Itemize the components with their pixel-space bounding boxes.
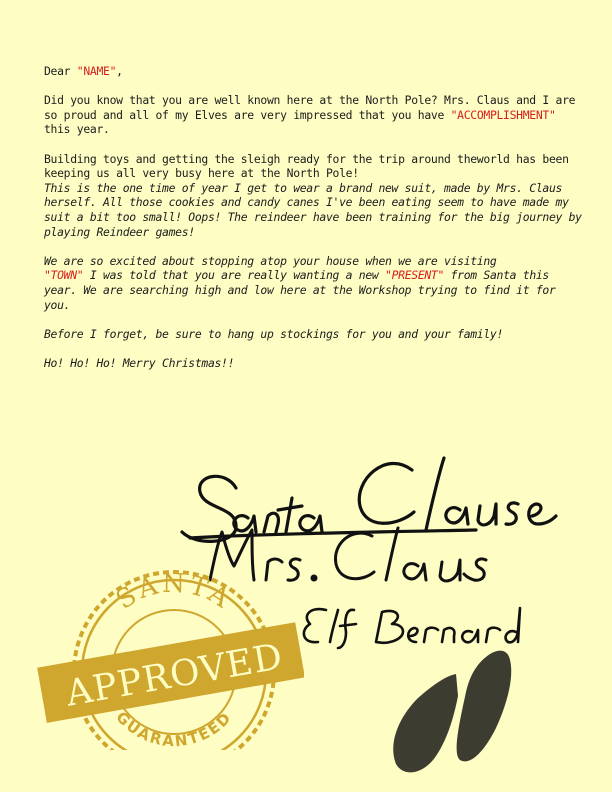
reindeer-hoof-print (378, 640, 538, 780)
approved-stamp (34, 560, 304, 750)
greeting-prefix: Dear (44, 64, 77, 78)
greeting-suffix: , (116, 64, 123, 78)
town-placeholder: "TOWN" (44, 268, 84, 283)
closing-line: Ho! Ho! Ho! Merry Christmas!! (44, 355, 235, 370)
paragraph-2-text-a: Building toys and getting the sleigh ready for the trip around theworld has been keeping us all very busy here at the North Pole! (44, 151, 569, 181)
paragraph-3-text-b: I was told that you are really wanting a new (83, 268, 386, 283)
paragraph-1 (44, 93, 584, 137)
accomplishment-placeholder: "ACCOMPLISHMENT" (450, 107, 556, 122)
paragraph-4: Before I forget, be sure to hang up stockings for you and your family! (44, 326, 504, 341)
name-placeholder: "NAME" (76, 64, 117, 78)
stamp-band-text: APPROVED (62, 636, 287, 715)
paragraph-3-text-a: We are so excited about stopping atop your house when we are visiting (44, 253, 497, 268)
letter-body (44, 64, 584, 385)
paragraph-1-text-a: Did you know that you are well known here at the North Pole? Mrs. Claus and I are so proud and all of my Elves are very impressed that you have (44, 93, 576, 122)
paragraph-3-text-c: from Santa this year. We are searching high and low here at the Workshop trying to find it for you. (44, 268, 556, 312)
paragraph-2-text-b: This is the one time of year I get to wear a brand new suit, made by Mrs. Claus herself. All those cookies and candy canes I've been eating seem to have made my suit a bit too small! Oops! The reindeer have been training for the big journey by playing Reindeer games! (44, 180, 582, 239)
paragraph-3 (44, 254, 584, 312)
stamp-top-text: SANTA (111, 568, 237, 616)
present-placeholder: "PRESENT" (385, 268, 445, 283)
paragraph-2 (44, 152, 584, 240)
stamp-bottom-text: GUARANTEED (112, 707, 236, 750)
paragraph-1-text-b: this year. (44, 122, 110, 137)
greeting (44, 64, 584, 79)
